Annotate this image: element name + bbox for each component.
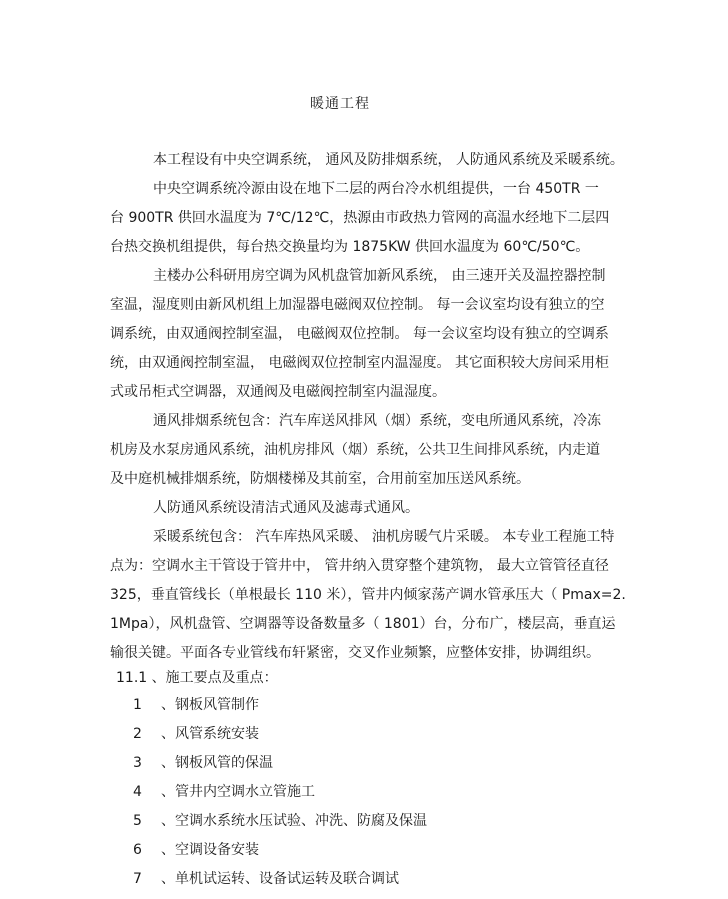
paragraph-line: 点为：空调水主干管设于管井中， 管井纳入贯穿整个建筑物， 最大立管管径直径 (110, 558, 609, 574)
paragraph-line: 采暖系统包含： 汽车库热风采暖、 油机房暖气片采暖。 本专业工程施工特 (153, 529, 615, 545)
list-item-number: 2 (133, 726, 142, 742)
paragraph-line: 式或吊柜式空调器，双通阀及电磁阀控制室内温湿度。 (110, 384, 446, 400)
paragraph-line: 1Mpa），风机盘管、空调器等设备数量多（ 1801）台，分布广，楼层高，垂直运 (110, 616, 616, 632)
paragraph-line: 主楼办公科研用房空调为风机盘管加新风系统， 由三速开关及温控器控制 (153, 268, 606, 284)
list-item-text: 、单机试运转、设备试运转及联合调试 (161, 871, 399, 887)
list-item (133, 749, 427, 778)
paragraph (110, 262, 615, 407)
paragraph-line: 中央空调系统冷源由设在地下二层的两台冷水机组提供，一台 450TR 一 (153, 181, 599, 197)
paragraph (110, 175, 615, 262)
paragraph-line: 台热交换机组提供，每台热交换量均为 1875KW 供回水温度为 60℃/50℃。 (110, 239, 590, 255)
list-item-number: 4 (133, 784, 142, 800)
list-item-text: 、空调设备安装 (161, 842, 259, 858)
body-text (110, 146, 626, 668)
paragraph-line: 输很关键。平面各专业管线布轩紧密，交叉作业频繁，应整体安排，协调组织。 (110, 645, 600, 661)
paragraph-line: 调系统，由双通阀控制室温， 电磁阀双位控制。 每一会议室均设有独立的空调系 (110, 326, 609, 342)
paragraph-line: 室温，湿度则由新风机组上加湿器电磁阀双位控制。 每一会议室均设有独立的空 (110, 297, 605, 313)
list-item-text: 、空调水系统水压试验、冲洗、防腐及保温 (161, 813, 427, 829)
paragraph-line: 及中庭机械排烟系统，防烟楼梯及其前室，合用前室加压送风系统。 (110, 471, 530, 487)
list-item-text: 、钢板风管制作 (161, 697, 259, 713)
list-item-text: 、钢板风管的保温 (161, 755, 273, 771)
list-item (133, 865, 427, 894)
list-item (133, 778, 427, 807)
section-heading: 11.1 、施工要点及重点： (116, 670, 278, 686)
paragraph-line: 统，由双通阀控制室温， 电磁阀双位控制室内温湿度。 其它面积较大房间采用柜 (110, 355, 609, 371)
list-item-text: 、管井内空调水立管施工 (161, 784, 315, 800)
paragraph (110, 523, 626, 668)
paragraph-line: 人防通风系统设清洁式通风及滤毒式通风。 (153, 500, 419, 516)
paragraph-line: 台 900TR 供回水温度为 7℃/12℃，热源由市政热力管网的高温水经地下二层四 (110, 210, 610, 226)
paragraph (110, 407, 615, 494)
list-item (133, 807, 427, 836)
document-title: 暖通工程 (310, 96, 370, 112)
list-item (133, 691, 427, 720)
key-points-list (133, 691, 427, 894)
list-item (133, 836, 427, 865)
paragraph-line: 325，垂直管线长（单根最长 110 米），管井内倾家荡产调水管承压大（ Pmax=2. (110, 587, 626, 603)
paragraph (110, 494, 615, 523)
list-item-text: 、风管系统安装 (161, 726, 259, 742)
list-item-number: 7 (133, 871, 142, 887)
paragraph-line: 通风排烟系统包含：汽车库送风排风（烟）系统，变电所通风系统，冷冻 (153, 413, 601, 429)
paragraph-line: 本工程设有中央空调系统， 通风及防排烟系统， 人防通风系统及采暖系统。 (153, 152, 624, 168)
list-item-number: 5 (133, 813, 142, 829)
paragraph-line: 机房及水泵房通风系统，油机房排风（烟）系统，公共卫生间排风系统，内走道 (110, 442, 600, 458)
list-item-number: 6 (133, 842, 142, 858)
list-item (133, 720, 427, 749)
list-item-number: 3 (133, 755, 142, 771)
list-item-number: 1 (133, 697, 142, 713)
paragraph (110, 146, 624, 175)
